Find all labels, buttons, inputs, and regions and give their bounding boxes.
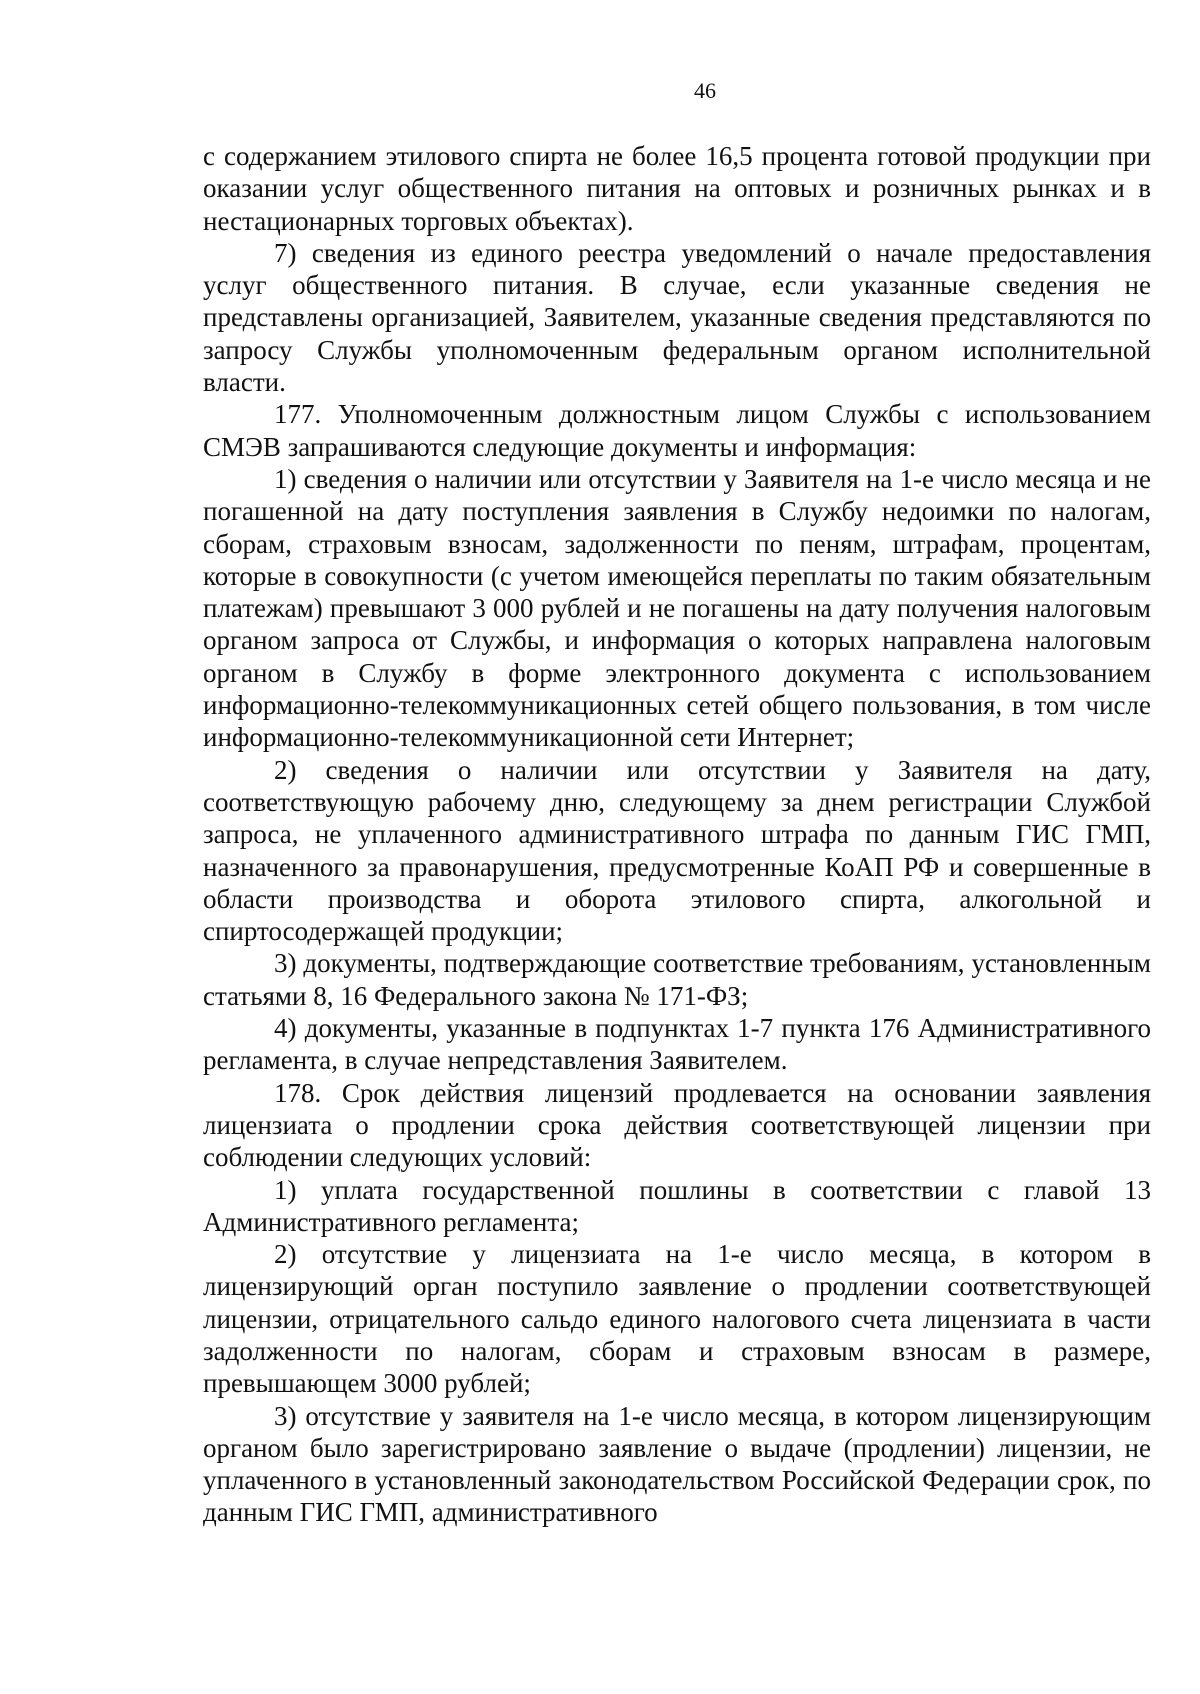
paragraph-177-item-3: 3) документы, подтверждающие соответствие требованиям, установленным статьями 8, 16 Федерального закона № 171-ФЗ;: [203, 948, 1151, 1011]
paragraph-item-7: 7) сведения из единого реестра уведомлений о начале предоставления услуг общественного питания. В случае, если указанные сведения не представлены организацией, Заявителем, указанные сведения представляются по запросу Службы уполномоченным федеральным органом исполнительной власти.: [203, 237, 1151, 398]
paragraph-177: 177. Уполномоченным должностным лицом Службы с использованием СМЭВ запрашиваются следующие документы и информация:: [203, 399, 1151, 462]
page-number: 46: [694, 78, 716, 103]
document-body: [203, 140, 1151, 1529]
paragraph-177-item-2: 2) сведения о наличии или отсутствии у Заявителя на дату, соответствующую рабочему дню, следующему за днем регистрации Службой запроса, не уплаченного административного штрафа по данным ГИС ГМП, назначенного за правонарушения, предусмотренные КоАП РФ и совершенные в области производства и оборота этилового спирта, алкогольной и спиртосодержащей продукции;: [203, 754, 1151, 947]
paragraph-177-item-1: 1) сведения о наличии или отсутствии у Заявителя на 1-е число месяца и не погашенной на дату поступления заявления в Службу недоимки по налогам, сборам, страховым взносам, задолженности по пеням, штрафам, процентам, которые в совокупности (с учетом имеющейся переплаты по таким обязательным платежам) превышают 3 000 рублей и не погашены на дату получения налоговым органом запроса от Службы, и информация о которых направлена налоговым органом в Службу в форме электронного документа с использованием информационно-телекоммуникационных сетей общего пользования, в том числе информационно-телекоммуникационной сети Интернет;: [203, 463, 1151, 753]
paragraph-continuation: с содержанием этилового спирта не более 16,5 процента готовой продукции при оказании услуг общественного питания на оптовых и розничных рынках и в нестационарных торговых объектах).: [203, 141, 1151, 236]
paragraph-177-item-4: 4) документы, указанные в подпунктах 1-7 пункта 176 Административного регламента, в случае непредставления Заявителем.: [203, 1013, 1151, 1076]
paragraph-178-item-3: 3) отсутствие у заявителя на 1-е число месяца, в котором лицензирующим органом было зарегистрировано заявление о выдаче (продлении) лицензии, не уплаченного в установленный законодательством Российской Федерации срок, по данным ГИС ГМП, административного: [203, 1400, 1151, 1528]
paragraph-178-item-1: 1) уплата государственной пошлины в соответствии с главой 13 Административного регламента;: [203, 1174, 1151, 1237]
paragraph-178-item-2: 2) отсутствие у лицензиата на 1-е число месяца, в котором в лицензирующий орган поступило заявление о продлении соответствующей лицензии, отрицательного сальдо единого налогового счета лицензиата в части задолженности по налогам, сборам и страховым взносам в размере, превышающем 3000 рублей;: [203, 1239, 1151, 1399]
paragraph-178: 178. Срок действия лицензий продлевается на основании заявления лицензиата о продлении срока действия соответствующей лицензии при соблюдении следующих условий:: [203, 1077, 1151, 1173]
